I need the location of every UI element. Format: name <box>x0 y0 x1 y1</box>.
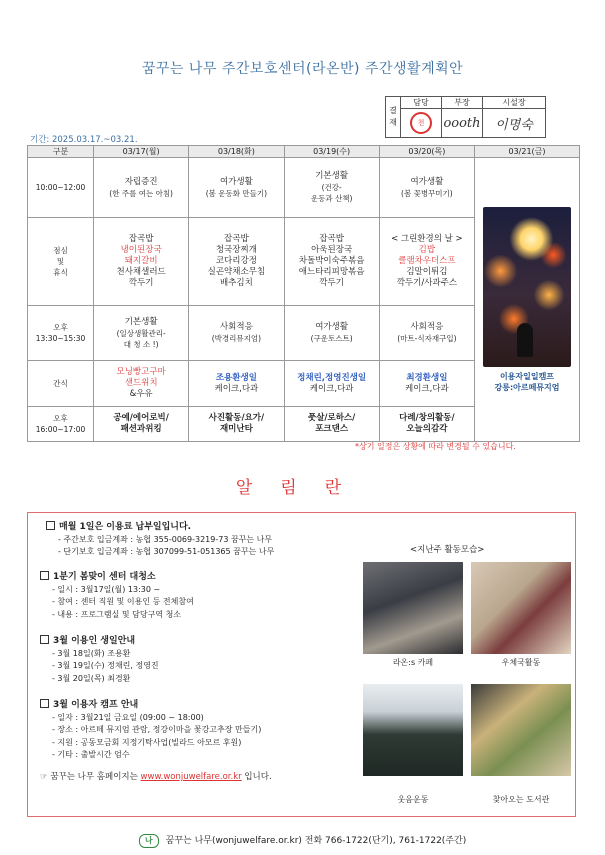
cell-mon-snack: 모닝빵고구마 샌드위치 &우유 <box>94 361 189 407</box>
cell-tue-afternoon2: 사진활동/요가/ 재미난타 <box>189 407 284 442</box>
caption-cafe: 라온:s 카페 <box>392 658 434 667</box>
approval-box <box>385 96 546 138</box>
photos-title: <지난주 활동모습> <box>410 545 485 555</box>
checkbox-icon <box>46 521 55 530</box>
col-header-wed: 03/19(수) <box>284 146 379 158</box>
cell-wed-snack: 정채린,정영진생일 케이크,다과 <box>284 361 379 407</box>
checkbox-icon <box>40 699 49 708</box>
photo-cafe <box>363 562 463 654</box>
approval-header-manager: 부장 <box>442 97 483 109</box>
footer <box>0 833 605 848</box>
photo-library <box>471 684 571 776</box>
col-header-thu: 03/20(목) <box>379 146 474 158</box>
cell-thu-morning: 여가생활 (봄 꽃병꾸미기) <box>379 158 474 218</box>
cell-tue-lunch: 잡곡밥 청국장찌개 코다리강정 실곤약채소무침 배추김치 <box>189 218 284 306</box>
approval-stamp: 천 <box>410 112 432 134</box>
cell-mon-lunch: 잡곡밥 냉이된장국 돼지갈비 천사채샐러드 깍두기 <box>94 218 189 306</box>
row-time-morning: 10:00~12:00 <box>28 158 94 218</box>
col-header-mon: 03/17(월) <box>94 146 189 158</box>
cell-thu-lunch: < 그린환경의 날 > 김밥 클램차우더스프 김말이튀김 깍두기/사과주스 <box>379 218 474 306</box>
photo-post-office <box>471 562 571 654</box>
photo-laughter <box>363 684 463 776</box>
notice-cleaning: 1분기 봄맞이 센터 대청소 - 일시 : 3월17일(월) 13:30 ~ - 참여 : 센터 직원 및 이용인 등 전체참여 - 내용 : 프로그램실 및 담당구역 청소 <box>40 571 194 621</box>
col-header-label: 구분 <box>28 146 94 158</box>
cell-wed-afternoon1: 여가생활 (구운토스트) <box>284 306 379 361</box>
cell-thu-snack: 최경환생일 케이크,다과 <box>379 361 474 407</box>
approval-label: 결재 <box>386 97 401 138</box>
director-signature: 이명숙 <box>495 117 533 133</box>
checkbox-icon <box>40 571 49 580</box>
schedule-note: *상기 일정은 상황에 따라 변경될 수 있습니다. <box>355 442 516 451</box>
page-title: 꿈꾸는 나무 주간보호센터(라온반) 주간생활계획안 <box>141 61 464 77</box>
caption-library: 찾아오는 도서관 <box>492 795 550 804</box>
center-logo-icon: 나 <box>139 834 159 848</box>
camp-lantern-photo <box>483 207 571 367</box>
cell-wed-lunch: 잡곡밥 아욱된장국 차돌박이숙주볶음 애느타리피망볶음 깍두기 <box>284 218 379 306</box>
cell-thu-afternoon1: 사회적응 (마트-식자재구입) <box>379 306 474 361</box>
row-time-afternoon1: 오후 13:30~15:30 <box>28 306 94 361</box>
notice-birthday: 3월 이용인 생일안내 - 3월 18일(화) 조용환 - 3월 19일(수) 정채린, 정영진 - 3월 20일(목) 최경환 <box>40 635 159 685</box>
cell-mon-morning: 자립증진 (한 주를 여는 아침) <box>94 158 189 218</box>
cell-mon-afternoon1: 기본생활 (일상생활관리- 대 청 소 !) <box>94 306 189 361</box>
notice-camp: 3월 이용자 캠프 안내 - 일자 : 3월21일 금요일 (09:00 ~ 18:00) - 장소 : 아르떼 뮤지엄 관람, 정강이마을 꽃강고추장 만들기) - 지원 : 공동모금회 지정기탁사업(빌라드 아모르 후원) - 기타 : 출발시간 엄수 <box>40 699 261 762</box>
camp-caption: 이용자일일캠프 강릉:아르떼뮤지엄 <box>494 371 560 392</box>
row-time-snack: 간식 <box>28 361 94 407</box>
col-header-tue: 03/18(화) <box>189 146 284 158</box>
row-time-afternoon2: 오후 16:00~17:00 <box>28 407 94 442</box>
cell-fri-camp <box>475 158 580 442</box>
schedule-period: 기간: 2025.03.17.~03.21. <box>30 135 138 145</box>
approval-header-director: 시설장 <box>483 97 546 109</box>
cell-tue-morning: 여가생활 (봄 운동화 만들기) <box>189 158 284 218</box>
row-time-lunch: 점심 및 휴식 <box>28 218 94 306</box>
approval-header-staff: 담당 <box>401 97 442 109</box>
schedule-table <box>27 145 580 442</box>
cell-tue-afternoon1: 사회적응 (박경리뮤지엄) <box>189 306 284 361</box>
cell-wed-afternoon2: 풋살/로하스/ 포크댄스 <box>284 407 379 442</box>
col-header-fri: 03/21(금) <box>475 146 580 158</box>
cell-mon-afternoon2: 공예/에어로빅/ 패션과위킹 <box>94 407 189 442</box>
notice-title: 알림란 <box>235 478 370 498</box>
checkbox-icon <box>40 635 49 644</box>
notice-homepage: ☞ 꿈꾸는 나무 홈페이지는 www.wonjuwelfare.or.kr 입니다. <box>40 772 272 782</box>
footer-text: 꿈꾸는 나무(wonjuwelfare.or.kr) 전화 766-1722(단기), 761-1722(주간) <box>165 836 467 846</box>
cell-thu-afternoon2: 다례/창의활동/ 오늘의감각 <box>379 407 474 442</box>
notice-payment: 매월 1일은 이용료 납부일입니다. - 주간보호 입금계좌 : 농협 355-0069-3219-73 꿈꾸는 나무 - 단기보호 입금계좌 : 농협 307099-51-051365 꿈꾸는 나무 <box>46 521 274 559</box>
cell-tue-snack: 조용환생일 케이크,다과 <box>189 361 284 407</box>
caption-post-office: 우체국활동 <box>501 658 541 667</box>
cell-wed-morning: 기본생활 (건강- 운동과 산책) <box>284 158 379 218</box>
caption-laughter: 웃음운동 <box>397 795 429 804</box>
manager-signature: oooth <box>443 115 481 131</box>
homepage-link[interactable]: www.wonjuwelfare.or.kr <box>140 772 242 782</box>
